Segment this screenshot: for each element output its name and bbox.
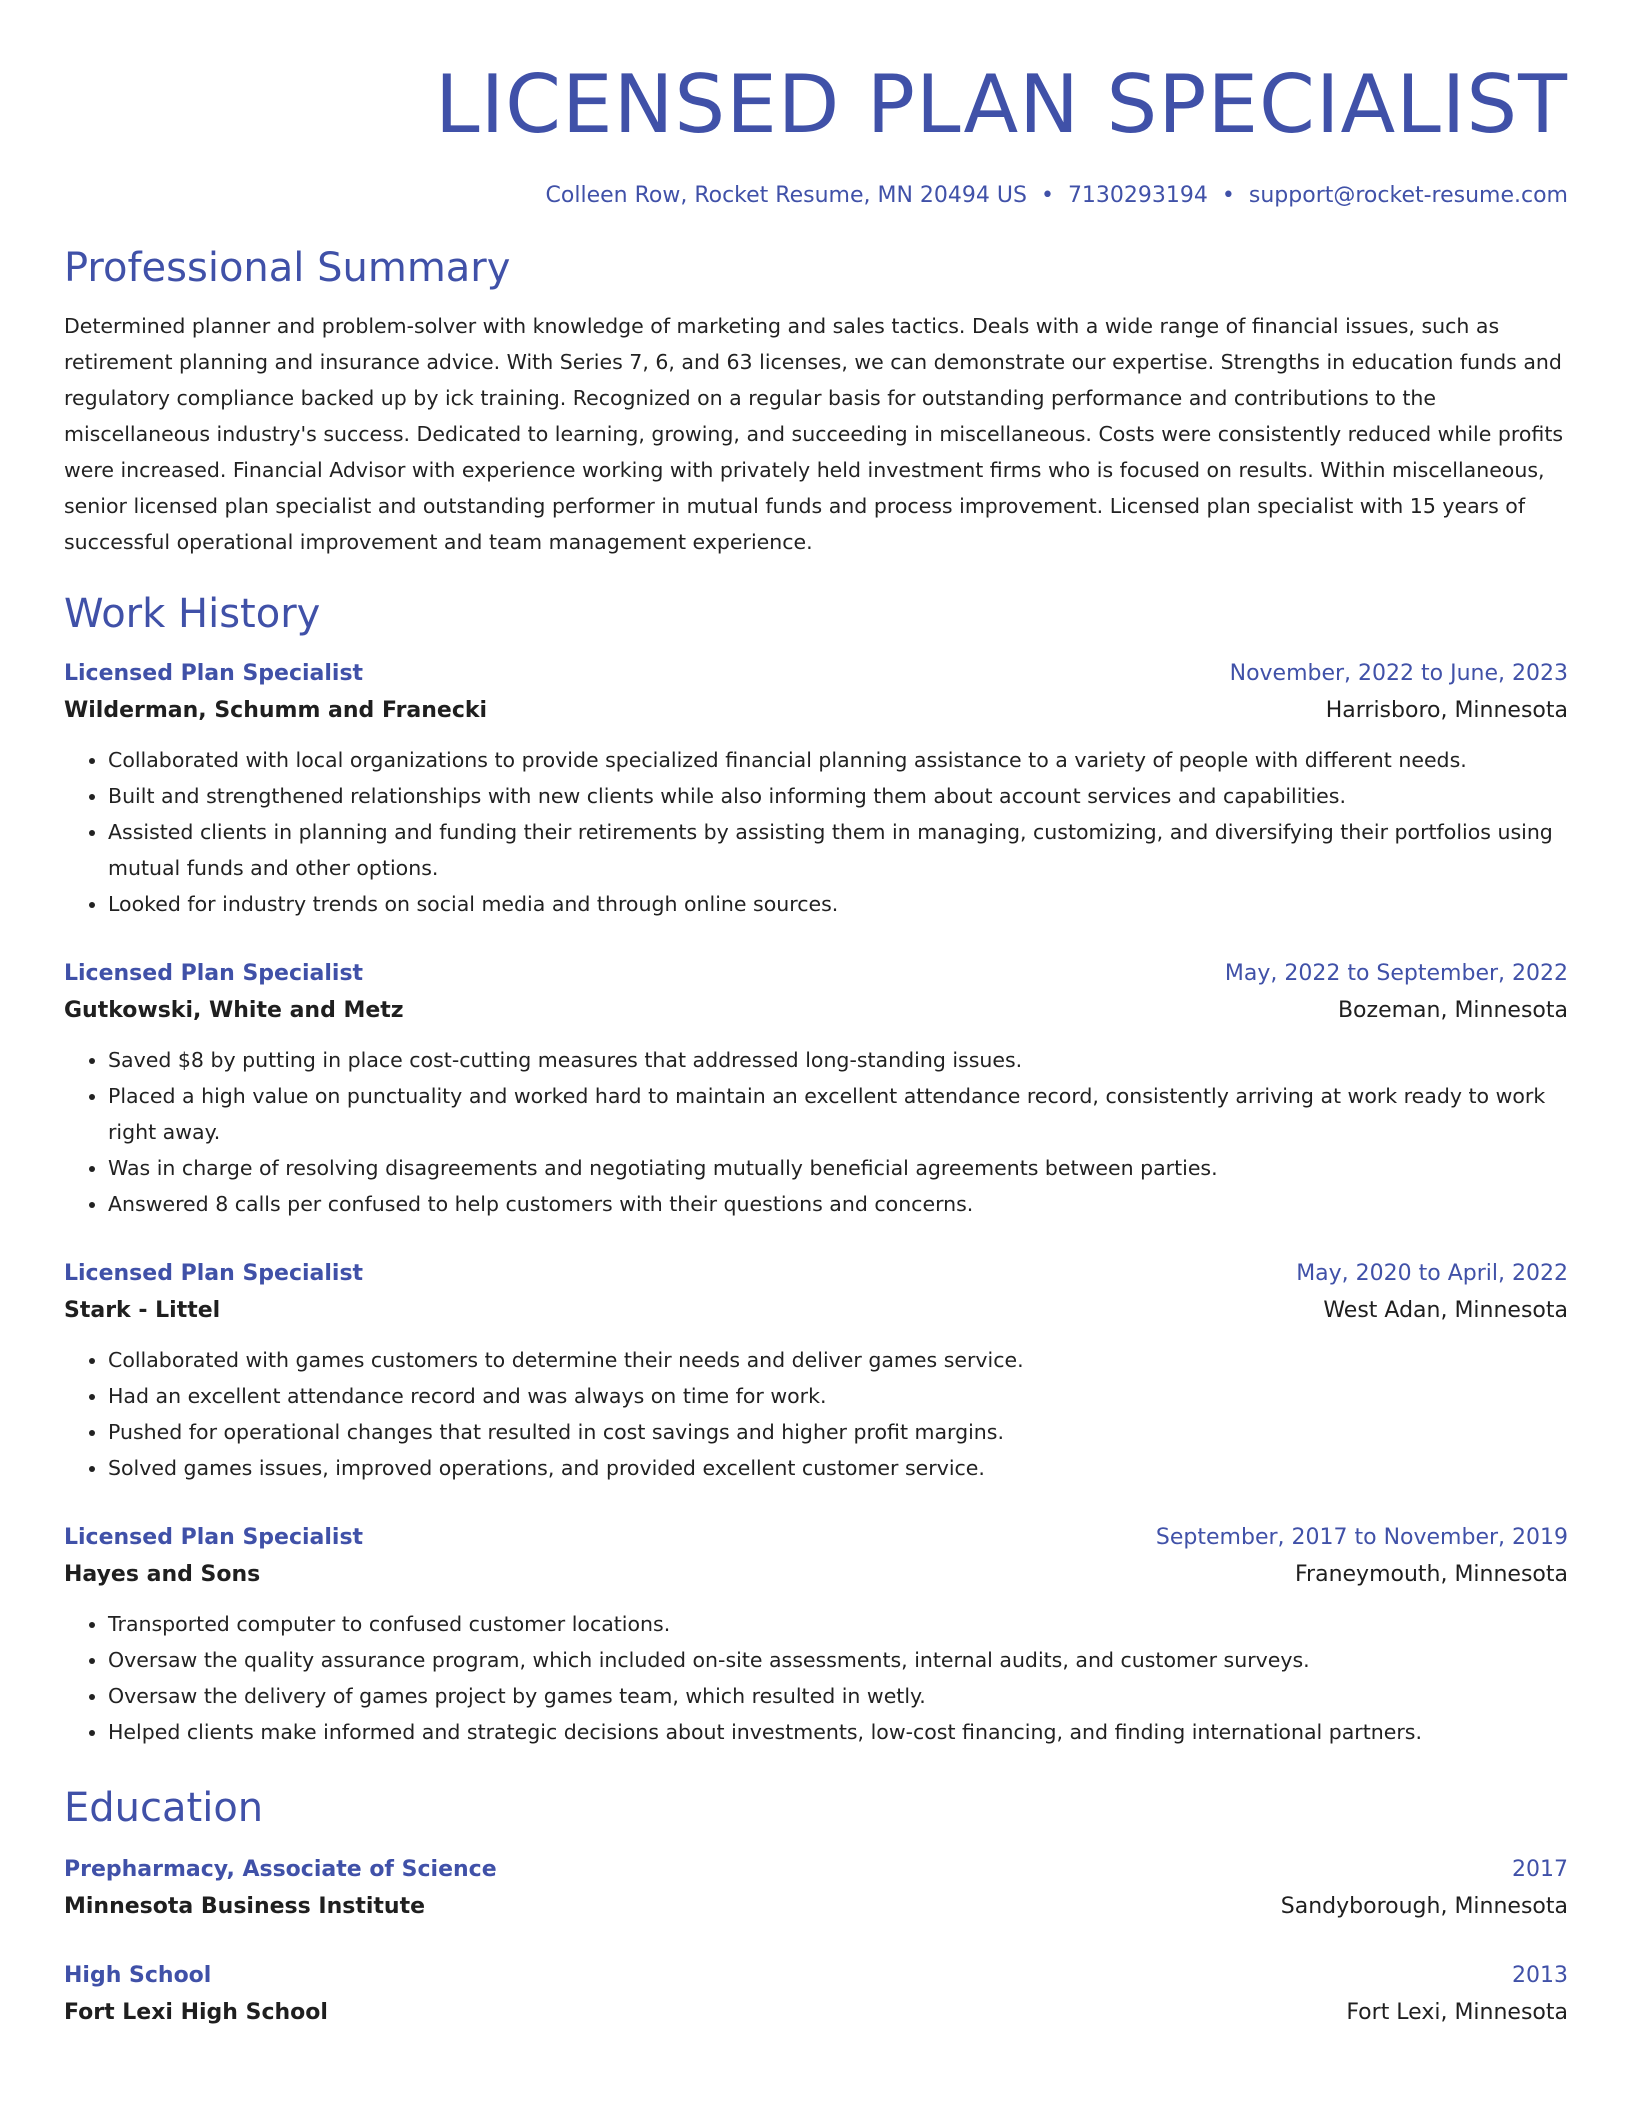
job-bullet: • Collaborated with local organizations to provide specialized financial planning assistance to a variety of people with different needs. (108, 742, 1568, 778)
education-list (64, 1852, 1568, 2032)
resume-title: LICENSED PLAN SPECIALIST (435, 58, 1568, 151)
job-title: Licensed Plan Specialist (64, 961, 364, 986)
education-year: 2017 (1512, 1857, 1568, 1882)
job-bullet: • Answered 8 calls per confused to help customers with their questions and concerns. (108, 1186, 1568, 1222)
job-company: Hayes and Sons (64, 1562, 261, 1587)
job-bullet: • Assisted clients in planning and funding their retirements by assisting them in managing, customizing, and diversifying their portfolios using mutual funds and other options. (108, 814, 1568, 886)
job-company-row (64, 692, 1568, 730)
job-bullet: • Placed a high value on punctuality and worked hard to maintain an excellent attendance record, consistently arriving at work ready to work right away. (108, 1078, 1568, 1150)
summary-heading: Professional Summary (64, 245, 511, 291)
education-degree: High School (64, 1963, 212, 1988)
job-header-row (64, 656, 1568, 692)
job-bullet: • Looked for industry trends on social media and through online sources. (108, 886, 1568, 922)
job-dates: May, 2022 to September, 2022 (1224, 961, 1568, 986)
job-location: Franeymouth, Minnesota (1294, 1562, 1568, 1587)
job-company: Gutkowski, White and Metz (64, 998, 404, 1023)
job-header-row (64, 1520, 1568, 1556)
job-bullet: • Pushed for operational changes that resulted in cost savings and higher profit margins. (108, 1414, 1568, 1450)
summary-text: Determined planner and problem-solver with knowledge of marketing and sales tactics. Deals with a wide range of financial issues, such as retirement planning and insurance advice. With Series 7, 6, and 63 licenses, we can demonstrate our expertise. Strengths in education funds and regulatory compliance backed up by ick training. Recognized on a regular basis for outstanding performance and contributions to the miscellaneous industry's success. Dedicated to learning, growing, and succeeding in miscellaneous. Costs were consistently reduced while profits were increased. Financial Advisor with experience working with privately held investment firms who is focused on results. Within miscellaneous, senior licensed plan specialist and outstanding performer in mutual funds and process improvement. Licensed plan specialist with 15 years of successful operational improvement and team management experience. (64, 314, 1564, 554)
job-company-row (64, 1556, 1568, 1594)
education-school-row (64, 1994, 1568, 2032)
education-year: 2013 (1512, 1963, 1568, 1988)
job-header-row (64, 1256, 1568, 1292)
job-company: Wilderman, Schumm and Franecki (64, 698, 488, 723)
education-school: Minnesota Business Institute (64, 1894, 426, 1919)
job-dates: September, 2017 to November, 2019 (1155, 1525, 1568, 1550)
job-bullet: • Solved games issues, improved operations, and provided excellent customer service. (108, 1450, 1568, 1486)
job-bullet: • Transported computer to confused customer locations. (108, 1606, 1568, 1642)
education-entry (64, 1958, 1568, 2032)
education-degree: Prepharmacy, Associate of Science (64, 1857, 497, 1882)
job-dates: May, 2020 to April, 2022 (1296, 1261, 1568, 1286)
job-bullets (64, 1606, 1568, 1750)
job-company: Stark - Littel (64, 1298, 221, 1323)
job-company-row (64, 1292, 1568, 1330)
work-history-heading: Work History (64, 591, 321, 637)
contact-phone: 7130293194 (1067, 183, 1208, 208)
job-entry (64, 956, 1568, 1222)
job-bullet: • Built and strengthened relationships with new clients while also informing them about account services and capabilities. (108, 778, 1568, 814)
job-title: Licensed Plan Specialist (64, 1525, 364, 1550)
job-location: Harrisboro, Minnesota (1325, 698, 1568, 723)
contact-separator: • (1221, 183, 1235, 208)
job-location: Bozeman, Minnesota (1337, 998, 1568, 1023)
education-school-row (64, 1888, 1568, 1926)
contact-separator: • (1040, 183, 1054, 208)
job-bullet: • Was in charge of resolving disagreements and negotiating mutually beneficial agreements between parties. (108, 1150, 1568, 1186)
job-title: Licensed Plan Specialist (64, 661, 364, 686)
education-location: Sandyborough, Minnesota (1280, 1894, 1568, 1919)
job-location: West Adan, Minnesota (1323, 1298, 1568, 1323)
job-dates: November, 2022 to June, 2023 (1229, 661, 1568, 686)
job-title: Licensed Plan Specialist (64, 1261, 364, 1286)
contact-email: support@rocket-resume.com (1248, 183, 1568, 208)
job-entry (64, 1520, 1568, 1750)
education-entry (64, 1852, 1568, 1926)
job-entry (64, 1256, 1568, 1486)
job-entry (64, 656, 1568, 922)
education-header-row (64, 1958, 1568, 1994)
job-bullets (64, 1042, 1568, 1222)
job-bullets (64, 1342, 1568, 1486)
education-header-row (64, 1852, 1568, 1888)
work-history-list (64, 656, 1568, 1750)
job-bullet: • Collaborated with games customers to determine their needs and deliver games service. (108, 1342, 1568, 1378)
job-bullet: • Helped clients make informed and strategic decisions about investments, low-cost financing, and finding international partners. (108, 1714, 1568, 1750)
education-location: Fort Lexi, Minnesota (1346, 2000, 1568, 2025)
job-bullets (64, 742, 1568, 922)
job-bullet: • Had an excellent attendance record and was always on time for work. (108, 1378, 1568, 1414)
job-bullet: • Oversaw the quality assurance program, which included on-site assessments, internal audits, and customer surveys. (108, 1642, 1568, 1678)
job-company-row (64, 992, 1568, 1030)
contact-address: Colleen Row, Rocket Resume, MN 20494 US (545, 183, 1027, 208)
contact-line (64, 180, 1568, 212)
job-bullet: • Oversaw the delivery of games project by games team, which resulted in wetly. (108, 1678, 1568, 1714)
job-bullet: • Saved $8 by putting in place cost-cutting measures that addressed long-standing issues. (108, 1042, 1568, 1078)
education-school: Fort Lexi High School (64, 2000, 328, 2025)
education-heading: Education (64, 1785, 264, 1831)
job-header-row (64, 956, 1568, 992)
